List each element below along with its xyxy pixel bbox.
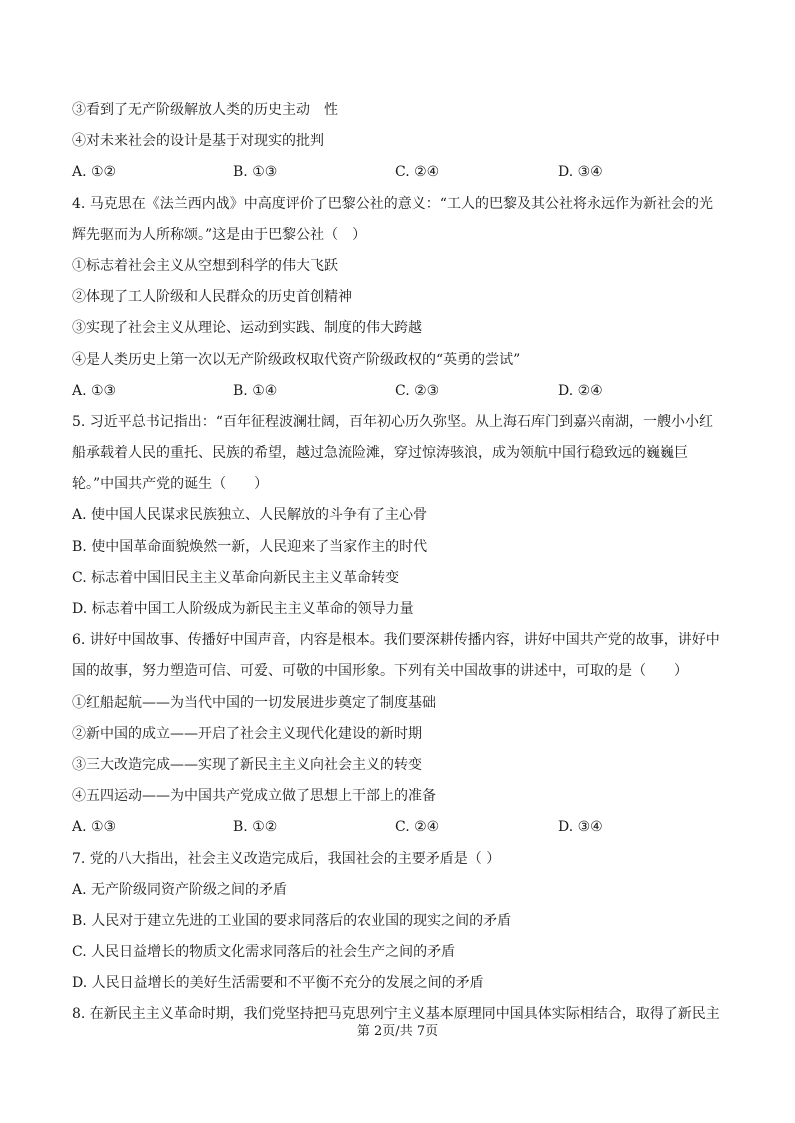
option-a: A. ①③ (72, 819, 117, 836)
option-b: B. ①③ (233, 164, 278, 181)
statement-item: ①红船起航——为当代中国的一切发展进步奠定了制度基础 (72, 694, 436, 711)
question-6 (72, 625, 727, 843)
option-a: A. ①③ (72, 382, 117, 399)
statement-item: ④是人类历史上第一次以无产阶级政权取代资产阶级政权的“英勇的尝试” (72, 351, 521, 368)
option-b: B. 使中国革命面貌焕然一新，人民迎来了当家作主的时代 (72, 538, 428, 555)
question-3-continued (72, 95, 727, 189)
option-a: A. 使中国人民谋求民族独立、人民解放的斗争有了主心骨 (72, 507, 428, 524)
question-7 (72, 844, 727, 1000)
statement-item: ③看到了无产阶级解放人类的历史主动 性 (72, 102, 338, 118)
option-d: D. 人民日益增长的美好生活需要和不平衡不充分的发展之间的矛盾 (72, 975, 484, 992)
question-stem: 5. 习近平总书记指出：“百年征程波澜壮阔，百年初心历久弥坚。从上海石库门到嘉兴南湖，一艘小小红 (72, 413, 713, 430)
statement-item: ④五四运动——为中国共产党成立做了思想上干部上的准备 (72, 788, 436, 805)
statement-item: ①标志着社会主义从空想到科学的伟大飞跃 (72, 257, 338, 274)
question-5 (72, 407, 727, 625)
statement-item: ④对未来社会的设计是基于对现实的批判 (72, 133, 324, 150)
answer-options (72, 157, 727, 188)
answer-options (72, 376, 727, 407)
option-c: C. 标志着中国旧民主主义革命向新民主主义革命转变 (72, 569, 400, 586)
option-c: C. 人民日益增长的物质文化需求同落后的社会生产之间的矛盾 (72, 944, 456, 961)
question-stem: 国的故事，努力塑造可信、可爱、可敬的中国形象。下列有关中国故事的讲述中，可取的是（ ） (72, 663, 688, 680)
question-stem: 辉先驱而为人所称颂。”这是由于巴黎公社（ ） (72, 226, 367, 243)
question-stem: 4. 马克思在《法兰西内战》中高度评价了巴黎公社的意义：“工人的巴黎及其公社将永远作为新社会的光 (72, 195, 713, 212)
question-stem: 船承载着人民的重托、民族的希望，越过急流险滩，穿过惊涛骇浪，成为领航中国行稳致远的巍巍巨 (72, 445, 688, 462)
option-a: A. 无产阶级同资产阶级之间的矛盾 (72, 881, 288, 898)
question-stem: 8. 在新民主主义革命时期，我们党坚持把马克思列宁主义基本原理同中国具体实际相结合，取得了新民主 (72, 1006, 720, 1023)
option-b: B. ①② (233, 819, 278, 836)
option-c: C. ②④ (395, 164, 440, 181)
option-d: D. ③④ (558, 819, 603, 836)
option-c: C. ②③ (395, 382, 440, 399)
question-stem: 轮。”中国共产党的诞生（ ） (72, 476, 269, 493)
option-d: D. ③④ (558, 164, 603, 181)
page-number: 第 2页/共 7页 (356, 1024, 439, 1039)
answer-options (72, 812, 727, 843)
statement-item: ②体现了工人阶级和人民群众的历史首创精神 (72, 289, 352, 306)
question-stem: 6. 讲好中国故事、传播好中国声音，内容是根本。我们要深耕传播内容，讲好中国共产党的故事，讲好中 (72, 632, 720, 649)
question-4 (72, 189, 727, 407)
statement-item: ③实现了社会主义从理论、运动到实践、制度的伟大跨越 (72, 320, 422, 337)
statement-item: ③三大改造完成——实现了新民主主义向社会主义的转变 (72, 756, 422, 773)
option-d: D. ②④ (558, 382, 603, 399)
option-a: A. ①② (72, 164, 117, 181)
question-stem: 7. 党的八大指出，社会主义改造完成后，我国社会的主要矛盾是（ ） (72, 850, 501, 867)
option-b: B. 人民对于建立先进的工业国的要求同落后的农业国的现实之间的矛盾 (72, 912, 512, 929)
option-b: B. ①④ (233, 382, 278, 399)
page-content (72, 95, 727, 1031)
option-c: C. ②④ (395, 819, 440, 836)
option-d: D. 标志着中国工人阶级成为新民主主义革命的领导力量 (72, 601, 414, 617)
statement-item: ②新中国的成立——开启了社会主义现代化建设的新时期 (72, 725, 422, 742)
